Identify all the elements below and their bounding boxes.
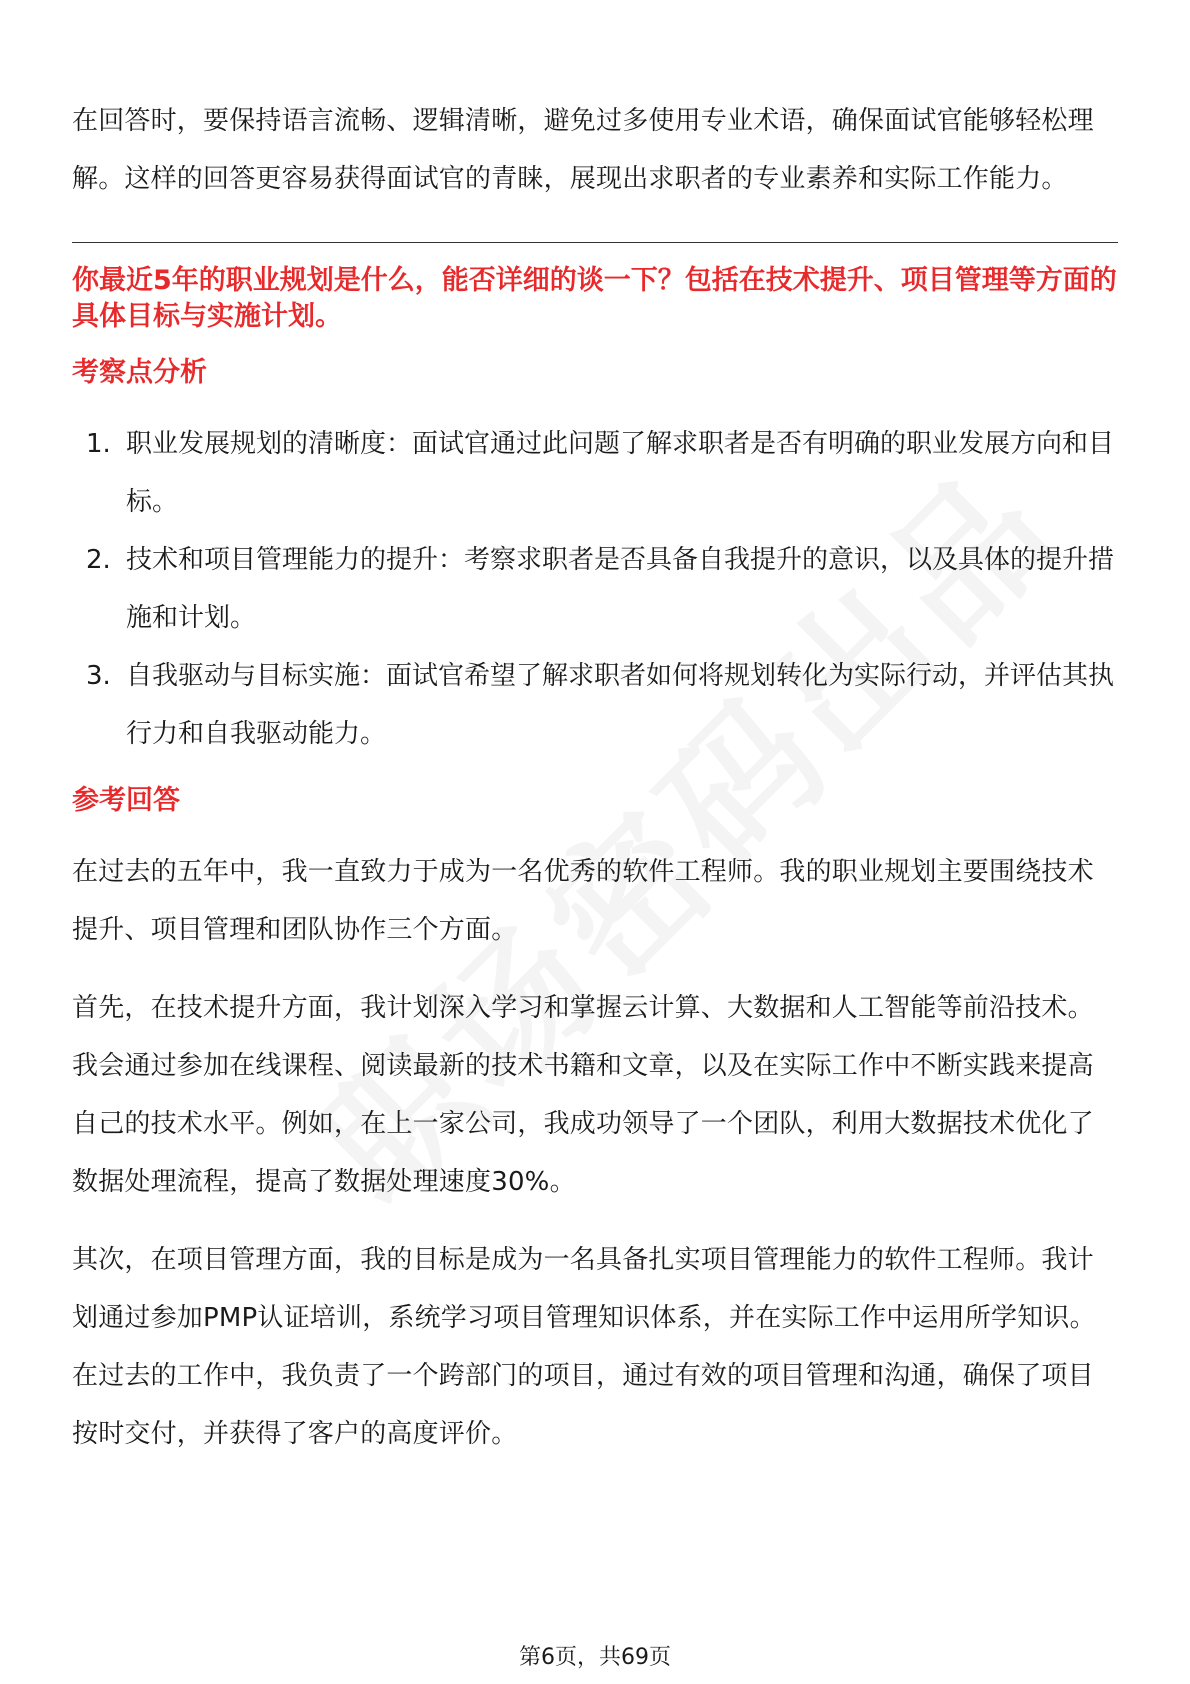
point-text: 技术和项目管理能力的提升：考察求职者是否具备自我提升的意识，以及具体的提升措施和计划。 — [126, 545, 1115, 633]
page-content — [72, 92, 1118, 1463]
answer-paragraph: 其次，在项目管理方面，我的目标是成为一名具备扎实项目管理能力的软件工程师。我计划通过参加PMP认证培训，系统学习项目管理知识体系，并在实际工作中运用所学知识。在过去的工作中，我负责了一个跨部门的项目，通过有效的项目管理和沟通，确保了项目按时交付，并获得了客户的高度评价。 — [72, 1245, 1096, 1449]
page-number-footer: 第6页，共69页 — [519, 1645, 671, 1670]
point-number: 1. — [86, 429, 111, 459]
analysis-list — [72, 415, 1118, 763]
question-heading: 你最近5年的职业规划是什么，能否详细的谈一下？包括在技术提升、项目管理等方面的具体目标与实施计划。 — [72, 265, 1117, 332]
analysis-point — [72, 531, 1118, 647]
analysis-point — [72, 415, 1118, 531]
point-text: 自我驱动与目标实施：面试官希望了解求职者如何将规划转化为实际行动，并评估其执行力和自我驱动能力。 — [126, 661, 1115, 749]
point-text: 职业发展规划的清晰度：面试官通过此问题了解求职者是否有明确的职业发展方向和目标。 — [126, 429, 1115, 517]
answer-paragraph: 在过去的五年中，我一直致力于成为一名优秀的软件工程师。我的职业规划主要围绕技术提升、项目管理和团队协作三个方面。 — [72, 857, 1094, 945]
section-divider — [72, 242, 1118, 243]
analysis-heading: 考察点分析 — [72, 357, 207, 388]
answer-paragraph: 首先，在技术提升方面，我计划深入学习和掌握云计算、大数据和人工智能等前沿技术。我会通过参加在线课程、阅读最新的技术书籍和文章，以及在实际工作中不断实践来提高自己的技术水平。例如，在上一家公司，我成功领导了一个团队，利用大数据技术优化了数据处理流程，提高了数据处理速度30%。 — [72, 993, 1094, 1197]
answer-heading: 参考回答 — [72, 785, 180, 816]
point-number: 2. — [86, 545, 111, 575]
analysis-point — [72, 647, 1118, 763]
point-number: 3. — [86, 661, 111, 691]
intro-paragraph: 在回答时，要保持语言流畅、逻辑清晰，避免过多使用专业术语，确保面试官能够轻松理解。这样的回答更容易获得面试官的青睐，展现出求职者的专业素养和实际工作能力。 — [72, 106, 1094, 194]
